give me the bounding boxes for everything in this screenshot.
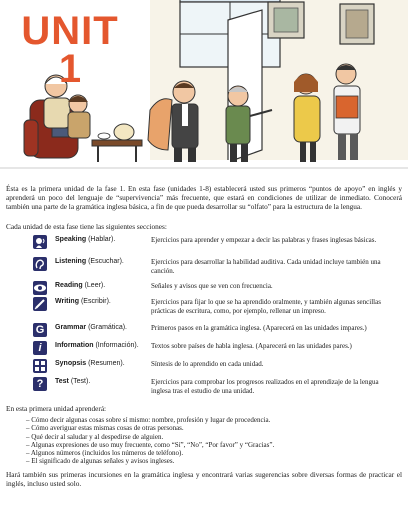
synopsis-icon [33,359,47,373]
information-icon: i [33,341,47,355]
intro-paragraph: Ésta es la primera unidad de la fase 1. En esta fase (unidades 1-8) establecerá usted sus primeros “puntos de apoyo” en inglés y aprenderá un poco del lenguaje de “supervivencia” más frecuente, que estará en condiciones de utilizar de inmediato. Conocerá también una parte de la gramática inglesa básica, a fin de que pueda desarrollar su “olfato” para la estructura de la lengua. [6,184,402,211]
tea-table [92,124,142,162]
section-name: Speaking [55,236,87,243]
section-translation: (Hablar). [88,236,116,243]
speaking-icon [33,235,47,249]
learn-lead: En esta primera unidad aprenderá: [6,404,107,413]
listening-icon [33,257,47,271]
section-translation: (Información). [95,342,139,349]
list-item: – Cómo averiguar estas mismas cosas de otras personas. [26,424,184,433]
section-name: Synopsis [55,360,87,367]
section-desc: Ejercicios para fijar lo que se ha aprendido oralmente, y también algunas sencillas prácticas de escritura, como, por ejemplo, rellenar un impreso. [151,298,381,315]
section-name: Listening [55,258,87,265]
sections-lead: Cada unidad de esta fase tiene las siguientes secciones: [6,222,167,231]
learn-list [26,416,396,466]
section-desc: Ejercicios para aprender y empezar a decir las palabras y frases inglesas básicas. [151,236,377,244]
section-translation: (Resumen). [88,360,125,367]
section-name: Test [55,378,69,385]
writing-icon [33,297,47,311]
closing-paragraph: Hará también sus primeras incursiones en la gramática inglesa y encontrará varias sugerencias sobre diversas formas de practicar el inglés, incluso usted solo. [6,470,402,488]
section-name: Grammar [55,324,87,331]
section-name: Reading [55,282,83,289]
list-item: – El significado de algunas señales y avisos ingleses. [26,457,175,466]
test-icon: ? [33,377,47,391]
section-name: Writing [55,298,79,305]
grammar-icon: G [33,323,47,337]
unit-title [10,9,130,91]
section-translation: (Test). [70,378,91,385]
section-name: Information [55,342,94,349]
section-translation: (Leer). [84,282,106,289]
section-translation: (Escribir). [80,298,111,305]
section-translation: (Gramática). [88,324,127,331]
unit-word: UNIT [21,9,119,53]
list-item: – Cómo decir algunas cosas sobre sí mismo: nombre, profesión y lugar de procedencia. [26,416,271,424]
unit-number: 1 [58,47,82,91]
section-desc: Señales y avisos que se ven con frecuencia. [151,282,273,290]
list-item: – Algunas expresiones de uso muy frecuente, como “Sí”, “No”, “Por favor” y “Gracias”. [26,440,275,449]
section-desc: Síntesis de lo aprendido en cada unidad. [151,360,264,368]
section-translation: (Escuchar). [88,258,124,265]
list-item: – Qué decir al saludar y al despedirse de alguien. [26,432,164,441]
section-desc: Primeros pasos en la gramática inglesa. (Aparecerá en las unidades impares.) [151,324,367,332]
section-desc: Ejercicios para desarrollar la habilidad auditiva. Cada unidad incluye también una canción. [151,258,381,275]
reading-icon [33,281,47,295]
seated-woman [68,95,90,138]
list-item: – Algunos números (incluidos los números de teléfono). [26,449,184,458]
section-desc: Textos sobre países de habla inglesa. (Aparecerá en las unidades pares.) [151,342,352,350]
section-desc: Ejercicios para comprobar los progresos realizados en el aprendizaje de la lengua inglesa tras el estudio de una unidad. [151,378,379,395]
